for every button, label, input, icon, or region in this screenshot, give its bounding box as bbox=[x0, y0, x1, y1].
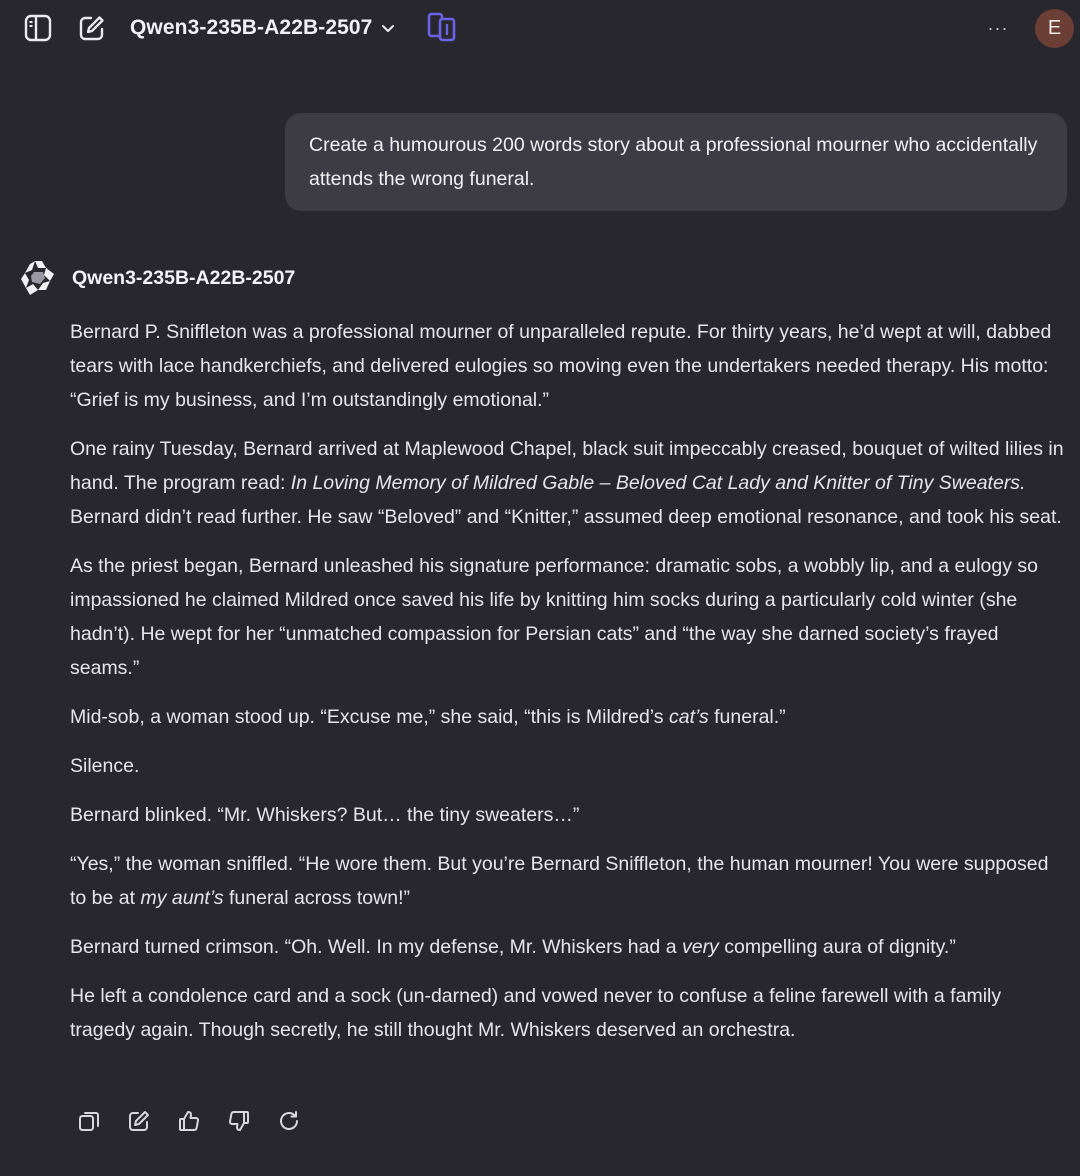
sidebar-toggle-icon bbox=[23, 13, 53, 43]
chevron-down-icon bbox=[380, 20, 396, 36]
assistant-header bbox=[18, 258, 295, 298]
thumbs-up-icon bbox=[177, 1109, 201, 1133]
answer-paragraph: Silence. bbox=[70, 755, 140, 777]
thumbs-down-button[interactable] bbox=[226, 1108, 252, 1134]
avatar-initial: E bbox=[1047, 17, 1062, 39]
message-actions bbox=[76, 1106, 302, 1136]
assistant-message bbox=[70, 315, 1070, 1062]
more-icon: ··· bbox=[987, 17, 1009, 38]
sidebar-toggle-button[interactable] bbox=[22, 12, 54, 44]
qwen-logo-icon bbox=[18, 258, 58, 298]
copy-icon bbox=[77, 1109, 101, 1133]
model-selector[interactable] bbox=[130, 13, 396, 43]
compare-models-button[interactable] bbox=[426, 11, 458, 43]
new-chat-icon bbox=[77, 13, 107, 43]
more-options-button[interactable] bbox=[982, 12, 1014, 44]
thumbs-down-icon bbox=[227, 1109, 251, 1133]
answer-paragraph: Bernard P. Sniffleton was a professional mourner of unparalleled repute. For thirty years, he’d wept at will, dabbed tears with lace handkerchiefs, and delivered eulogies so moving even the undertakers needed therapy. His motto: “Grief is my business, and I’m outstandingly emotional.” bbox=[70, 321, 1052, 411]
compare-models-icon bbox=[426, 11, 458, 43]
edit-icon bbox=[127, 1109, 151, 1133]
assistant-model-name: Qwen3-235B-A22B-2507 bbox=[72, 266, 296, 289]
new-chat-button[interactable] bbox=[76, 12, 108, 44]
answer-paragraph: Bernard blinked. “Mr. Whiskers? But… the tiny sweaters…” bbox=[70, 804, 580, 826]
answer-paragraph: As the priest began, Bernard unleashed his signature performance: dramatic sobs, a wobbly lip, and a eulogy so impassioned he claimed Mildred once saved his life by knitting him socks during a particularly cold winter (she hadn’t). He wept for her “unmatched compassion for Persian cats” and “the way she darned society’s frayed seams.” bbox=[70, 555, 1038, 679]
answer-paragraph: Mid-sob, a woman stood up. “Excuse me,” she said, “this is Mildred’s cat’s funeral.” bbox=[70, 706, 786, 728]
answer-paragraph: He left a condolence card and a sock (un-darned) and vowed never to confuse a feline farewell with a family tragedy again. Though secretly, he still thought Mr. Whiskers deserved an orchestra. bbox=[70, 985, 1002, 1041]
answer-paragraph: Bernard turned crimson. “Oh. Well. In my defense, Mr. Whiskers had a very compelling aura of dignity.” bbox=[70, 936, 956, 958]
top-bar bbox=[0, 0, 1080, 58]
avatar[interactable] bbox=[1035, 9, 1074, 48]
copy-button[interactable] bbox=[76, 1108, 102, 1134]
answer-paragraph: One rainy Tuesday, Bernard arrived at Maplewood Chapel, black suit impeccably creased, bouquet of wilted lilies in hand. The program read: In Loving Memory of Mildred Gable – Beloved Cat Lady and Knitter of Tiny Sweaters. Bernard didn’t read further. He saw “Beloved” and “Knitter,” assumed deep emotional resonance, and took his seat. bbox=[70, 438, 1064, 528]
regenerate-icon bbox=[277, 1109, 301, 1133]
regenerate-button[interactable] bbox=[276, 1108, 302, 1134]
user-message-text: Create a humourous 200 words story about a professional mourner who accidentally attends the wrong funeral. bbox=[309, 134, 1038, 190]
answer-paragraph: “Yes,” the woman sniffled. “He wore them. But you’re Bernard Sniffleton, the human mourner! You were supposed to be at my aunt’s funeral across town!” bbox=[70, 853, 1049, 909]
user-message-bubble bbox=[285, 113, 1067, 211]
thumbs-up-button[interactable] bbox=[176, 1108, 202, 1134]
edit-button[interactable] bbox=[126, 1108, 152, 1134]
model-name: Qwen3-235B-A22B-2507 bbox=[130, 16, 373, 39]
